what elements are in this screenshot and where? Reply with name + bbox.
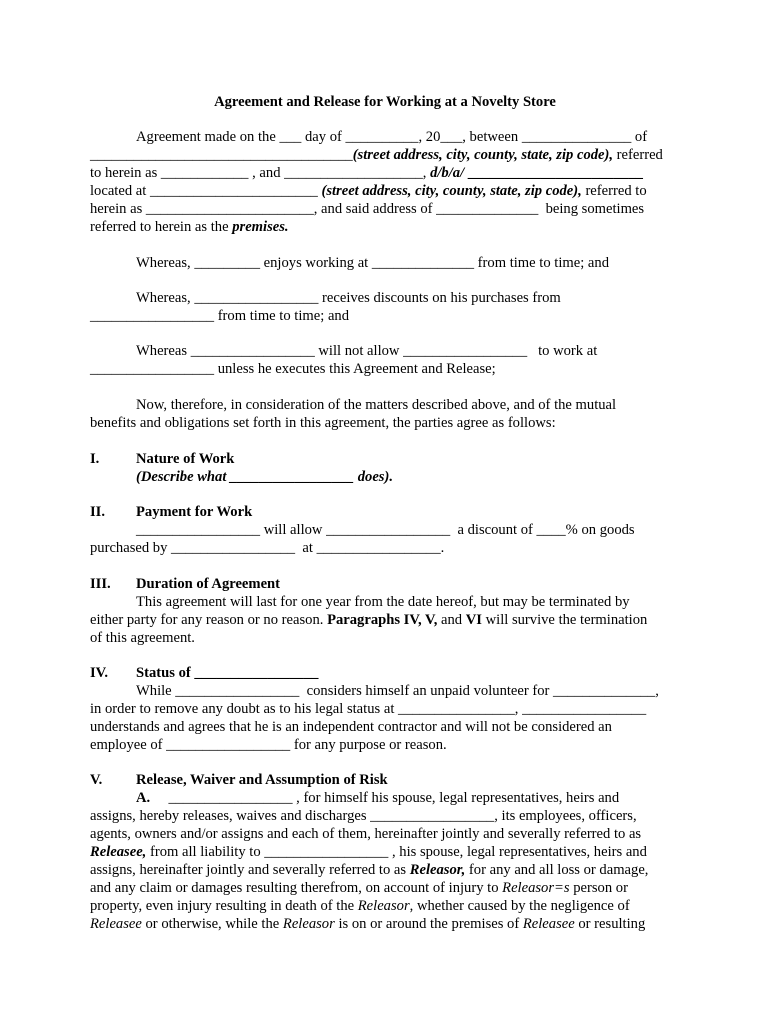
dba-label: d/b/a/: [426, 165, 465, 181]
text-span: from all liability to _________________ , his spouse, legal representatives, heirs and: [146, 844, 647, 860]
releasor-term: Releasor: [282, 916, 335, 932]
section-1-body: (Describe what _________________ does).: [136, 469, 393, 485]
document-title: Agreement and Release for Working at a Novelty Store: [214, 94, 556, 110]
section-5-line-3: agents, owners and/or assigns and each of them, hereinafter jointly and severally referred to as: [90, 826, 642, 842]
section-4-number: IV.: [90, 665, 108, 681]
section-2-line-1: _________________ will allow _________________ a discount of ____% on goods: [136, 522, 635, 538]
section-3-heading: Duration of Agreement: [136, 576, 281, 592]
intro-line-6: [90, 218, 289, 236]
text-span: and: [437, 612, 466, 628]
intro-line-2: [90, 146, 663, 164]
whereas-2-line-2: _________________ from time to time; and: [90, 308, 350, 324]
section-4-heading: Status of _________________: [136, 665, 319, 681]
text-span: property, even injury resulting in death of the: [90, 898, 358, 914]
section-2-line-2: purchased by _________________ at _________________.: [90, 540, 445, 556]
section-5-line-4: [90, 843, 647, 861]
text-span: assigns, hereinafter jointly and severally referred to as: [90, 862, 410, 878]
releasor-term: Releasor,: [409, 862, 466, 878]
paragraph-ref: Paragraphs IV, V,: [327, 612, 438, 628]
releasee-term: Releasee: [90, 916, 142, 932]
section-2-number: II.: [90, 504, 106, 520]
section-5-line-2: assigns, hereby releases, waives and discharges _________________, its employees, officers,: [90, 808, 637, 824]
section-3-number: III.: [90, 576, 111, 592]
section-3-line-3: of this agreement.: [90, 630, 195, 646]
section-4-line-4: employee of _________________ for any purpose or reason.: [90, 737, 447, 753]
section-3-line-2: [90, 611, 647, 629]
releasor-term: Releasor=s: [502, 880, 570, 896]
releasor-term: Releasor: [357, 898, 410, 914]
text-span: , whether caused by the negligence of: [409, 898, 630, 914]
section-5-heading: Release, Waiver and Assumption of Risk: [136, 772, 388, 788]
text-span: and any claim or damages resulting therefrom, on account of injury to: [90, 880, 503, 896]
section-5-line-7: [90, 897, 630, 915]
text-span: referred to: [581, 183, 647, 199]
releasee-term: Releasee: [522, 916, 575, 932]
text-span: either party for any reason or no reason.: [90, 612, 328, 628]
intro-line-3: [90, 164, 643, 182]
now-therefore-line-2: benefits and obligations set forth in this agreement, the parties agree as follows:: [90, 415, 556, 431]
blank-field: ________________________: [464, 165, 643, 181]
text-span: _________________ , for himself his spouse, legal representatives, heirs and: [150, 790, 620, 806]
text-span: referred to herein as the: [90, 219, 233, 235]
address-hint: (street address, city, county, state, zip code),: [321, 183, 582, 199]
section-4-line-3: understands and agrees that he is an independent contractor and will not be considered an: [90, 719, 612, 735]
section-1-number: I.: [90, 451, 100, 467]
section-5-number: V.: [90, 772, 103, 788]
blank-field: ____________________________________: [90, 147, 353, 163]
section-5-line-6: [90, 879, 628, 897]
section-5-line-5: [90, 861, 648, 879]
whereas-3-line-2: _________________ unless he executes this Agreement and Release;: [90, 361, 496, 377]
intro-line-5: herein as _______________________, and said address of ______________ being sometimes: [90, 201, 645, 217]
section-4-line-1: While _________________ considers himself an unpaid volunteer for ______________,: [136, 683, 659, 699]
section-2-heading: Payment for Work: [136, 504, 253, 520]
section-3-line-1: This agreement will last for one year from the date hereof, but may be terminated by: [136, 594, 630, 610]
releasee-term: Releasee,: [90, 844, 147, 860]
text-span: will survive the termination: [481, 612, 648, 628]
whereas-1: Whereas, _________ enjoys working at ______________ from time to time; and: [136, 255, 609, 271]
address-hint: (street address, city, county, state, zip code),: [352, 147, 614, 163]
section-5-line-1: [136, 789, 619, 807]
text-span: to herein as ____________ , and ___________________,: [90, 165, 427, 181]
subsection-label: A.: [136, 790, 151, 806]
text-span: is on or around the premises of: [334, 916, 523, 932]
paragraph-ref: VI: [465, 612, 482, 628]
text-span: located at _______________________: [90, 183, 322, 199]
now-therefore-line-1: Now, therefore, in consideration of the matters described above, and of the mutual: [136, 397, 617, 413]
intro-line-4: [90, 182, 647, 200]
section-1-heading: Nature of Work: [136, 451, 235, 467]
text-span: referred: [613, 147, 663, 163]
whereas-3-line-1: Whereas _________________ will not allow _________________ to work at: [136, 343, 598, 359]
intro-line-1: Agreement made on the ___ day of __________, 20___, between _______________ of: [136, 129, 648, 145]
whereas-2-line-1: Whereas, _________________ receives discounts on his purchases from: [136, 290, 561, 306]
text-span: or otherwise, while the: [141, 916, 283, 932]
section-5-line-8: [90, 915, 645, 933]
section-4-line-2: in order to remove any doubt as to his legal status at ________________, _________________: [90, 701, 647, 717]
text-span: or resulting: [574, 916, 646, 932]
text-span: person or: [569, 880, 628, 896]
premises-term: premises.: [232, 219, 289, 235]
text-span: for any and all loss or damage,: [465, 862, 649, 878]
